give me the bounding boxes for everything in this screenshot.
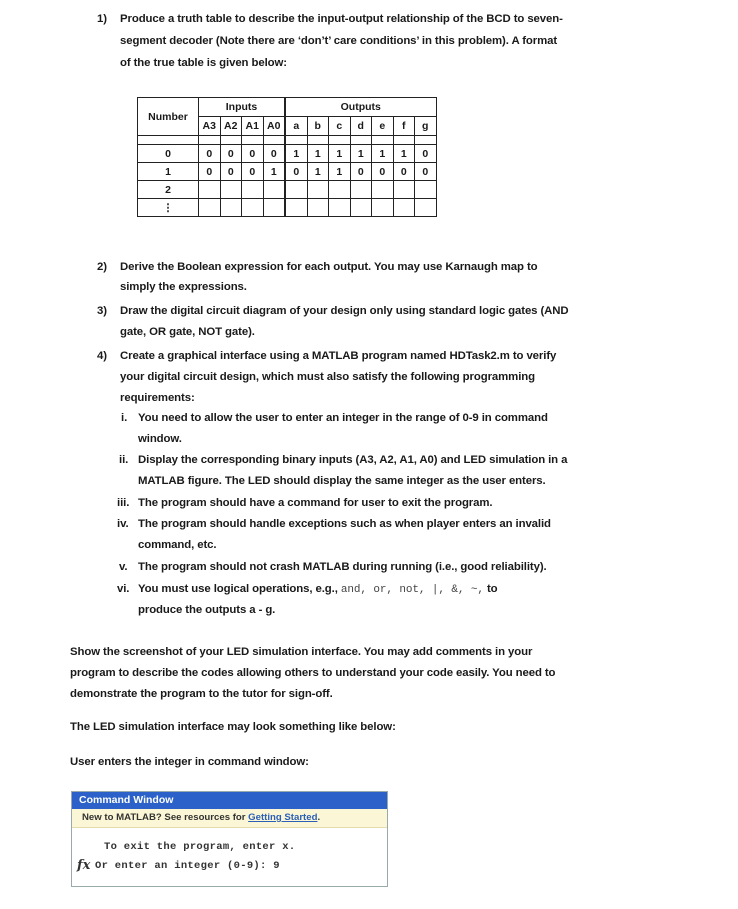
col-a: a: [285, 117, 307, 136]
req-v-line-1: The program should not crash MATLAB during running (i.e., good reliability).: [138, 561, 547, 573]
req-iv-number: iv.: [117, 518, 129, 530]
q1-number: 1): [97, 13, 107, 25]
command-window-banner: New to MATLAB? See resources for Getting Started.: [72, 809, 387, 828]
user-enters-note: User enters the integer in command window:: [70, 756, 309, 768]
col-e: e: [372, 117, 394, 136]
req-i-line-1: You need to allow the user to enter an integer in the range of 0-9 in command: [138, 412, 548, 424]
table-row: 2: [138, 181, 437, 199]
command-window-title: Command Window: [72, 792, 387, 809]
req-vi-line-2: produce the outputs a - g.: [138, 604, 276, 616]
logical-operators: and, or, not, |, &, ~,: [340, 584, 484, 596]
command-output-line-1: To exit the program, enter x.: [104, 841, 296, 853]
col-a2: A2: [220, 117, 242, 136]
req-ii-number: ii.: [119, 454, 129, 466]
truth-table: [137, 97, 437, 217]
req-ii-line-2: MATLAB figure. The LED should display the same integer as the user enters.: [138, 475, 546, 487]
fx-icon: fx: [77, 858, 91, 873]
req-vi-number: vi.: [117, 583, 130, 595]
req-iv-line-1: The program should handle exceptions such as when player enters an invalid: [138, 518, 551, 530]
table-row: 1 0 0 0 1 0 1 1 0 0 0 0: [138, 163, 437, 181]
q3-line-1: Draw the digital circuit diagram of your design only using standard logic gates (AND: [120, 305, 569, 317]
req-v-number: v.: [119, 561, 128, 573]
q1-line-2: segment decoder (Note there are ‘don’t’ care conditions’ in this problem). A format: [120, 35, 558, 47]
req-iv-line-2: command, etc.: [138, 539, 217, 551]
number-header: Number: [138, 98, 199, 136]
outputs-header: Outputs: [285, 98, 436, 117]
q4-line-1: Create a graphical interface using a MATLAB program named HDTask2.m to verify: [120, 350, 557, 362]
q4-number: 4): [97, 350, 107, 362]
col-f: f: [393, 117, 415, 136]
col-a3: A3: [199, 117, 221, 136]
led-note: The LED simulation interface may look something like below:: [70, 721, 396, 733]
col-c: c: [329, 117, 351, 136]
table-row: ⋮: [138, 199, 437, 217]
col-d: d: [350, 117, 372, 136]
table-row: 0 0 0 0 0 1 1 1 1 1 1 0: [138, 145, 437, 163]
command-window: [71, 791, 388, 887]
show-line-3: demonstrate the program to the tutor for sign-off.: [70, 688, 333, 700]
q3-line-2: gate, OR gate, NOT gate).: [120, 326, 255, 338]
q3-number: 3): [97, 305, 107, 317]
q2-line-2: simply the expressions.: [120, 281, 247, 293]
getting-started-link[interactable]: Getting Started: [248, 812, 318, 823]
show-line-2: program to describe the codes allowing others to understand your code easily. You need to: [70, 667, 556, 679]
req-iii-number: iii.: [117, 497, 130, 509]
command-prompt-line[interactable]: Or enter an integer (0-9): 9: [95, 860, 280, 872]
req-i-number: i.: [121, 412, 128, 424]
q1-line-1: Produce a truth table to describe the input-output relationship of the BCD to seven-: [120, 13, 563, 25]
inputs-header: Inputs: [199, 98, 286, 117]
q4-line-2: your digital circuit design, which must also satisfy the following programming: [120, 371, 535, 383]
req-i-line-2: window.: [138, 433, 182, 445]
q1-line-3: of the true table is given below:: [120, 57, 287, 69]
req-iii-line-1: The program should have a command for user to exit the program.: [138, 497, 493, 509]
q2-number: 2): [97, 261, 107, 273]
q4-line-3: requirements:: [120, 392, 195, 404]
filename: HDTask2.m: [449, 350, 510, 362]
col-a1: A1: [242, 117, 264, 136]
show-line-1: Show the screenshot of your LED simulation interface. You may add comments in your: [70, 646, 533, 658]
col-g: g: [415, 117, 437, 136]
req-vi-line-1: You must use logical operations, e.g., and, or, not, |, &, ~, to: [138, 583, 498, 596]
col-a0: A0: [263, 117, 285, 136]
col-b: b: [307, 117, 329, 136]
req-ii-line-1: Display the corresponding binary inputs (A3, A2, A1, A0) and LED simulation in a: [138, 454, 568, 466]
q2-line-1: Derive the Boolean expression for each output. You may use Karnaugh map to: [120, 261, 538, 273]
